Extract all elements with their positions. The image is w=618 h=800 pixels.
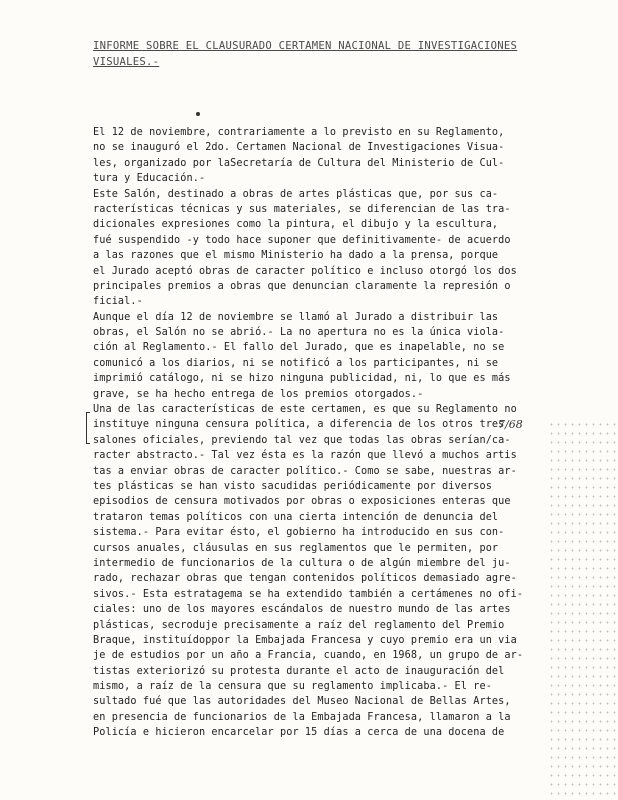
handwritten-note: 7/68 [498, 418, 523, 431]
body-line: tas a enviar obras de caracter político.- Como se sabe, nuestras ar- [93, 465, 517, 477]
body-line: el Jurado aceptó obras de caracter político e incluso otorgó los dos [93, 265, 517, 277]
body-line: racter abstracto.- Tal vez ésta es la razón que llevó a muchos artis [93, 450, 517, 462]
body-line: El 12 de noviembre, contrariamente a lo previsto en su Reglamento, [93, 127, 505, 138]
scan-noise [548, 420, 618, 800]
body-line: no se inauguró el 2do. Certamen Nacional de Investigaciones Visua- [93, 142, 505, 154]
body-line: obras, el Salón no se abrió.- La no apertura no es la única viola- [93, 327, 505, 339]
title-line-2: VISUALES.- [93, 56, 160, 68]
body-line: ción al Reglamento.- El fallo del Jurado, que es inapelable, no se [93, 342, 505, 354]
body-line: tes plásticas se han visto sacudidas periódicamente por diversos [93, 480, 492, 492]
body-line: Aunque el día 12 de noviembre se llamó al Jurado a distribuir las [93, 311, 499, 323]
body-line: episodios de censura motivados por obras o exposiciones enteras que [93, 496, 511, 508]
body-line: salones oficiales, previendo tal vez que todas las obras serían/ca- [93, 434, 511, 446]
body-line: trataron temas políticos con una cierta intención de denuncia del [93, 511, 499, 523]
title-line-1: INFORME SOBRE EL CLAUSURADO CERTAMEN NACIONAL DE INVESTIGACIONES [93, 40, 518, 52]
body-line: ciales: uno de los mayores escándalos de nuestro mundo de las artes [93, 604, 511, 616]
body-line: grave, se ha hecho entrega de los premios otorgados.- [93, 388, 424, 400]
body-line: principales premios a obras que denuncian claramente la represión o [93, 280, 511, 292]
body-line: Este Salón, destinado a obras de artes plásticas que, por sus ca- [93, 188, 499, 200]
body-line: ficial.- [93, 296, 143, 308]
body-line: tura y Educación.- [93, 173, 206, 185]
body-line: les, organizado por laSecretaría de Cultura del Ministerio de Cul- [93, 157, 505, 169]
body-line: fué suspendido -y todo hace suponer que definitivamente- de acuerdo [93, 234, 511, 246]
body-line: Una de las características de este certamen, es que su Reglamento no [93, 404, 517, 416]
body-line: sultado fué que las autoridades del Museo Nacional de Bellas Artes, [93, 696, 511, 708]
body-line: instituye ninguna censura política, a diferencia de los otros tres [93, 419, 505, 431]
body-line: rado, rechazar obras que tengan contenidos políticos demasiado agre- [93, 573, 517, 585]
body-line: intermedio de funcionarios de la cultura o de algún miembre del ju- [93, 557, 511, 569]
document-body [93, 125, 533, 741]
margin-bracket-mark [86, 412, 90, 444]
body-line: dicionales expresiones como la pintura, el dibujo y la escultura, [93, 219, 499, 231]
body-line: sivos.- Esta estratagema se ha extendido también a certámenes no ofi- [93, 588, 524, 600]
body-line: en presencia de funcionarios de la Embajada Francesa, llamaron a la [93, 711, 511, 723]
body-line: imprimió catálogo, ni se hizo ninguna publicidad, ni, lo que es más [93, 373, 511, 385]
body-line: Braque, instituídoppor la Embajada Francesa y cuyo premio era un via [93, 634, 517, 646]
body-line: sistema.- Para evitar ésto, el gobierno ha introducido en sus con- [93, 527, 505, 539]
body-line: racterísticas técnicas y sus materiales, se diferencian de las tra- [93, 203, 511, 215]
body-line: je de estudios por un año a Francia, cuando, en 1968, un grupo de ar- [93, 650, 524, 662]
body-line: mismo, a raíz de la censura que su reglamento implicaba.- El re- [93, 681, 492, 693]
body-line: a las razones que el mismo Ministerio ha dado a la prensa, porque [93, 250, 499, 262]
body-line: comunicó a los diarios, ni se notificó a los participantes, ni se [93, 357, 499, 369]
body-line: plásticas, secroduje precisamente a raíz del reglamento del Premio [93, 619, 505, 631]
document-title [93, 38, 563, 70]
body-line: cursos anuales, cláusulas en sus reglamentos que le permiten, por [93, 542, 499, 554]
body-line: tistas exteriorizó su protesta durante el acto de inauguración del [93, 665, 505, 677]
ink-dot [196, 112, 200, 116]
body-line: Policía e hicieron encarcelar por 15 días a cerca de una docena de [93, 727, 505, 739]
